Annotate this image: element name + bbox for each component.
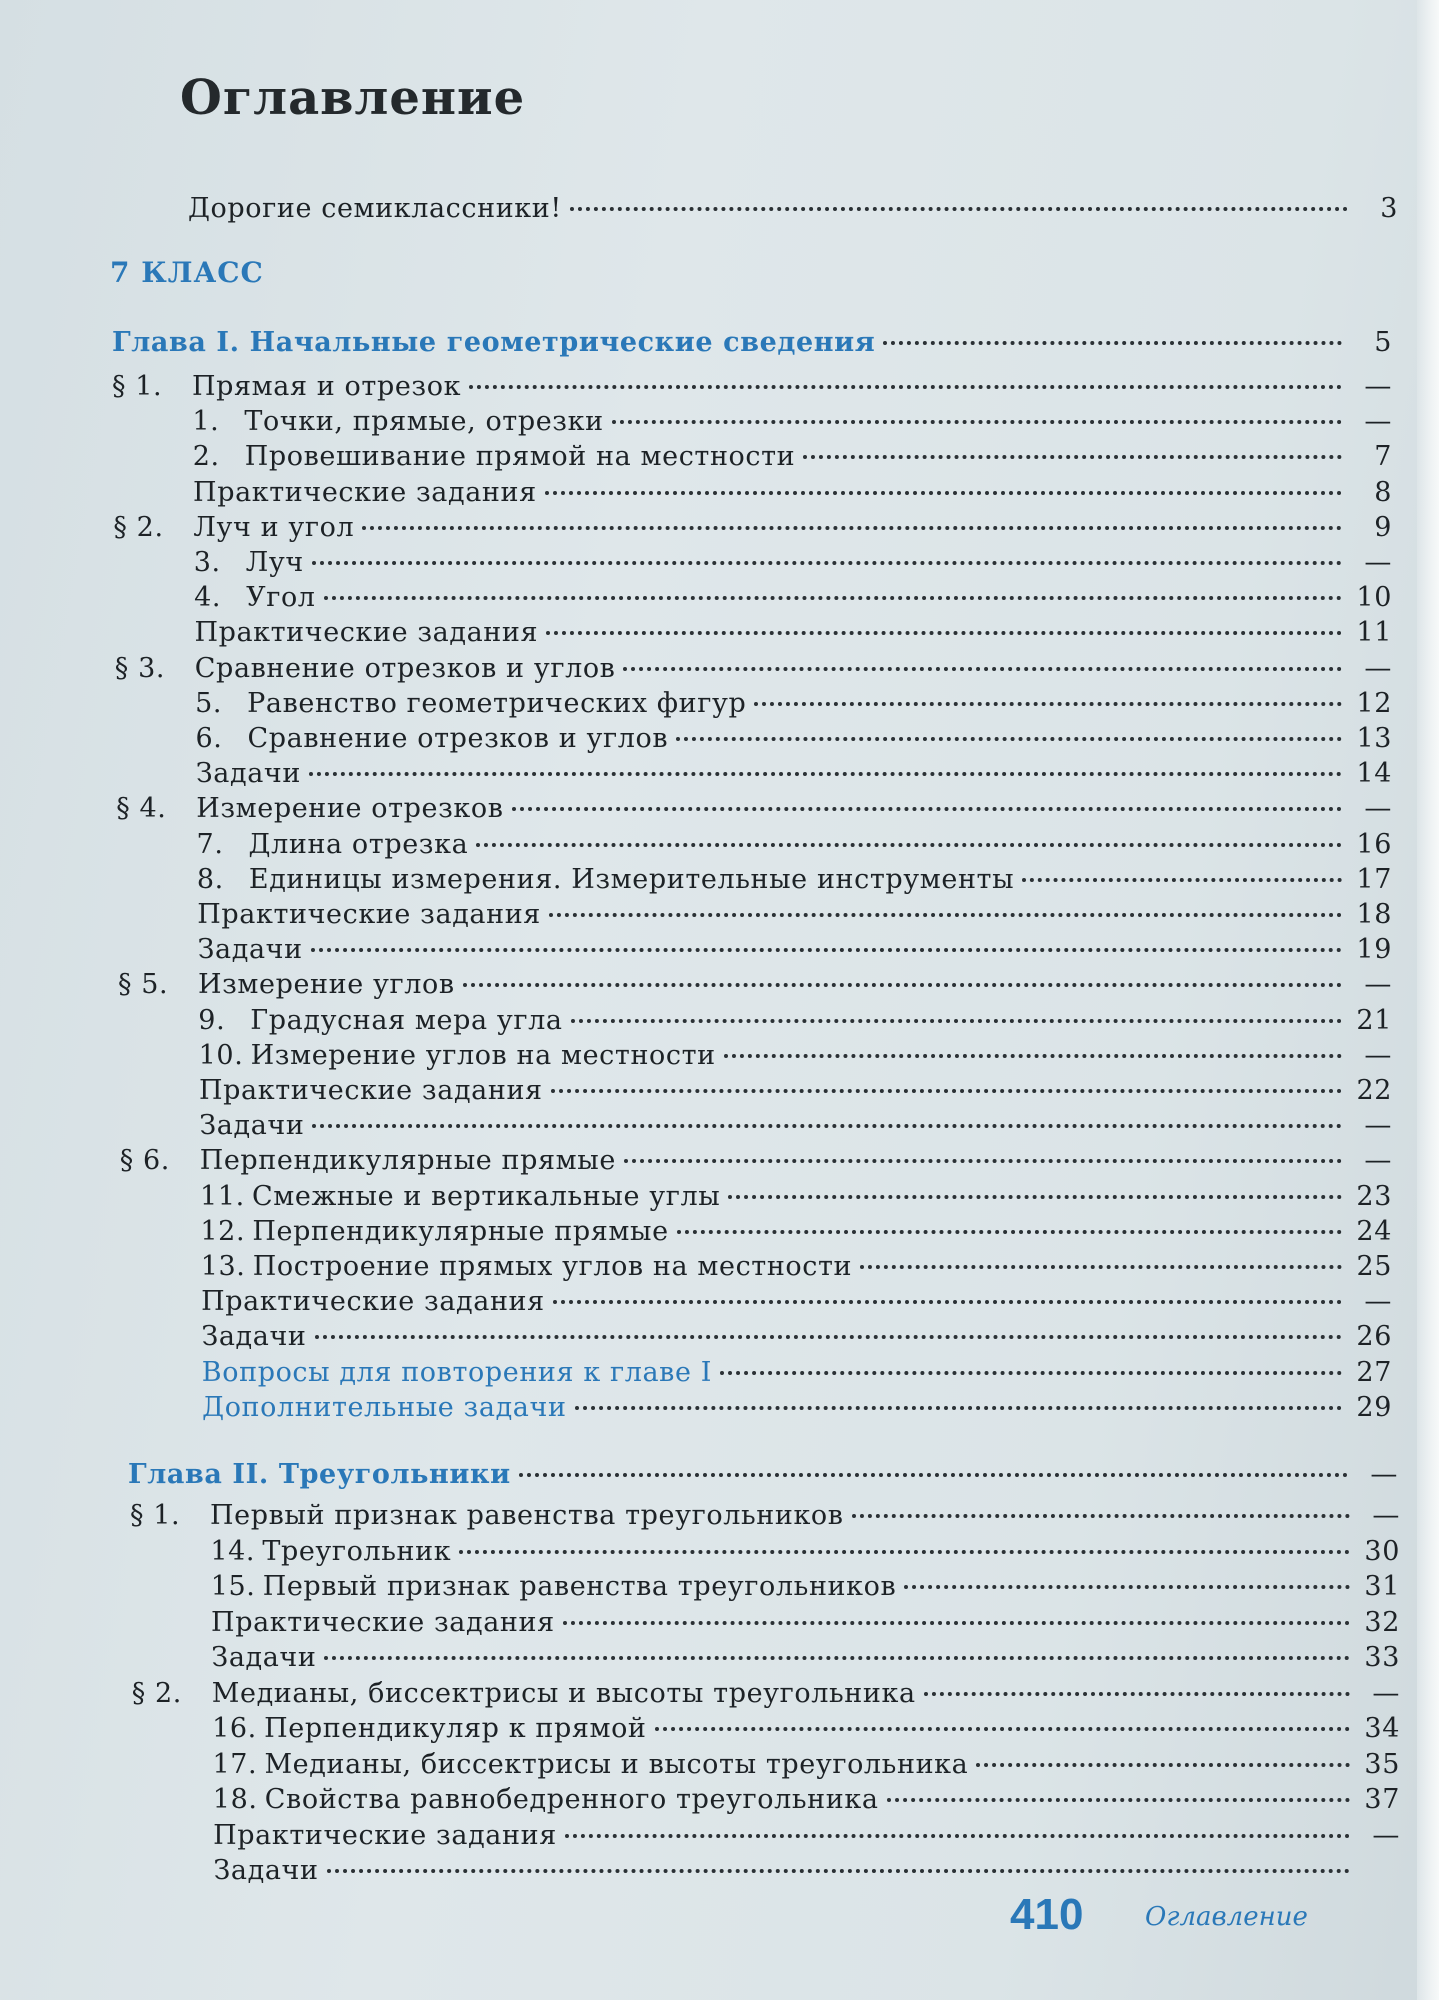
toc-number: 11. (200, 1180, 245, 1212)
leader-dots (553, 1273, 1342, 1304)
leader-dots (623, 640, 1342, 671)
toc-entry (202, 1385, 1392, 1423)
leader-dots (655, 1700, 1350, 1731)
toc-page: 10 (1356, 582, 1392, 614)
toc-page: 29 (1356, 1391, 1392, 1423)
toc-page: 17 (1356, 863, 1392, 895)
toc-page: — (1372, 1500, 1400, 1531)
leader-dots (1022, 851, 1342, 882)
toc-page: 3 (1380, 193, 1398, 224)
toc-page: 31 (1364, 1571, 1400, 1602)
toc-page: 33 (1364, 1642, 1400, 1673)
leader-dots (324, 1629, 1350, 1660)
toc-label: Угол (246, 582, 316, 614)
toc-entry (214, 1848, 1401, 1886)
toc-number: 1. (192, 406, 220, 438)
chapter-heading (128, 1452, 1398, 1490)
toc-number: 9. (198, 1004, 226, 1036)
leader-dots (549, 886, 1342, 917)
toc-page: — (1364, 1110, 1392, 1142)
toc-label: Первый признак равенства треугольников (262, 1571, 897, 1602)
leader-dots (327, 1842, 1350, 1873)
toc-label: Практические задания (211, 1606, 555, 1638)
leader-dots (309, 745, 1342, 776)
toc-page: 19 (1356, 934, 1392, 966)
toc-number: 16. (212, 1713, 257, 1744)
chapter-title: Глава I. Начальные геометрические сведения (112, 327, 876, 358)
toc-page: 24 (1356, 1215, 1392, 1247)
leader-dots (904, 1558, 1350, 1589)
leader-dots (563, 1594, 1350, 1625)
toc-label: Практические задания (199, 1075, 543, 1106)
toc-label: Измерение углов на местности (250, 1039, 716, 1071)
toc-page: 30 (1364, 1535, 1400, 1567)
toc-number: § 4. (116, 793, 167, 825)
toc-page: 18 (1356, 899, 1392, 930)
leader-dots (324, 569, 1342, 600)
leader-dots (546, 604, 1342, 635)
leader-dots (924, 1665, 1350, 1696)
leader-dots (312, 1097, 1342, 1128)
toc-label: Медианы, биссектрисы и высоты треугольника (264, 1748, 969, 1780)
toc-label: Сравнение отрезков и углов (194, 652, 616, 684)
toc-number: 15. (210, 1571, 256, 1602)
chapter-title: Глава II. Треугольники (128, 1459, 511, 1490)
leader-dots (803, 428, 1342, 459)
toc-number: 17. (212, 1748, 258, 1780)
toc-label: Измерение отрезков (196, 793, 504, 825)
toc-number: 18. (212, 1784, 258, 1815)
leader-dots (883, 314, 1342, 345)
toc-label: Перпендикулярные прямые (199, 1145, 616, 1177)
toc-label: Измерение углов (197, 969, 455, 1001)
toc-label: Единицы измерения. Измерительные инструменты (248, 863, 1015, 895)
toc-label: Построение прямых углов на местности (252, 1251, 853, 1282)
toc-label: Дополнительные задачи (202, 1391, 567, 1423)
toc-label: Прямая и отрезок (192, 371, 462, 402)
running-footer: Оглавление (1145, 1902, 1308, 1932)
leader-dots (463, 956, 1342, 987)
toc-page: — (1364, 1145, 1392, 1177)
toc-number: 6. (195, 723, 223, 754)
toc-label: Смежные и вертикальные углы (252, 1180, 721, 1212)
toc-number: § 1. (112, 371, 163, 402)
toc-page: — (1364, 1286, 1392, 1318)
page-edge (1417, 0, 1439, 2000)
toc-label: Практические задания (197, 899, 541, 930)
toc-page: 35 (1364, 1748, 1400, 1780)
toc-label: Первый признак равенства треугольников (210, 1500, 844, 1531)
leader-dots (312, 534, 1342, 565)
toc-label: Треугольник (262, 1535, 452, 1567)
toc-intro (188, 186, 1398, 224)
toc-page: 9 (1374, 511, 1392, 543)
toc-label: Дорогие семиклассники! (188, 193, 562, 224)
leader-dots (676, 710, 1342, 741)
class-heading: 7 КЛАСС (110, 256, 264, 289)
toc-label: Длина отрезка (248, 828, 469, 860)
leader-dots (512, 780, 1342, 811)
toc-label: Задачи (201, 1321, 307, 1353)
toc-label: Провешивание прямой на местности (244, 441, 796, 473)
leader-dots (519, 1446, 1348, 1477)
toc-number: § 3. (114, 652, 166, 684)
toc-number: 4. (194, 582, 222, 614)
toc-label: Луч (245, 547, 304, 578)
toc-page: 13 (1356, 723, 1392, 754)
leader-dots (459, 1523, 1350, 1554)
toc-label: Задачи (199, 1110, 305, 1142)
toc-label: Градусная мера угла (250, 1004, 563, 1036)
toc-label: Перпендикулярные прямые (252, 1215, 669, 1247)
toc-page: 5 (1374, 327, 1392, 358)
toc-label: Равенство геометрических фигур (247, 687, 747, 719)
leader-dots (724, 1027, 1342, 1058)
leader-dots (570, 180, 1348, 211)
toc-page: — (1364, 793, 1392, 825)
toc-number: § 1. (130, 1500, 181, 1531)
toc-page: — (1364, 969, 1392, 1001)
page-title: Оглавление (180, 70, 526, 126)
toc-page: 21 (1356, 1004, 1392, 1036)
leader-dots (551, 1062, 1342, 1093)
toc-page: — (1364, 652, 1392, 684)
leader-dots (852, 1487, 1350, 1518)
leader-dots (476, 816, 1342, 847)
leader-dots (720, 1344, 1342, 1375)
toc-number: 13. (200, 1251, 246, 1282)
toc-label: Задачи (197, 934, 303, 966)
toc-number: 12. (200, 1215, 246, 1247)
toc-page: — (1372, 1819, 1400, 1851)
leader-dots (315, 1308, 1342, 1339)
toc-page: 26 (1356, 1321, 1392, 1353)
leader-dots (545, 464, 1342, 495)
toc-number: 5. (195, 687, 223, 719)
toc-page: 25 (1356, 1251, 1392, 1282)
leader-dots (728, 1168, 1342, 1199)
toc-label: Практические задания (194, 617, 539, 649)
toc-page: — (1364, 371, 1392, 402)
toc-label: Практические задания (201, 1286, 545, 1318)
leader-dots (571, 992, 1342, 1023)
toc-number: 10. (198, 1039, 244, 1071)
toc-number: § 2. (131, 1677, 182, 1709)
toc-label: Сравнение отрезков и углов (247, 723, 669, 754)
toc-page: 27 (1356, 1356, 1392, 1388)
leader-dots (754, 675, 1342, 706)
leader-dots (677, 1203, 1342, 1234)
toc-page: — (1370, 1459, 1398, 1490)
toc-number: 8. (196, 863, 224, 895)
toc-label: Задачи (195, 758, 301, 790)
toc-page: — (1364, 406, 1392, 438)
toc-page: 22 (1356, 1075, 1392, 1106)
leader-dots (860, 1238, 1342, 1269)
toc-number: § 2. (113, 511, 164, 543)
toc-page: — (1364, 1039, 1392, 1071)
toc-label: Вопросы для повторения к главе I (201, 1356, 713, 1388)
toc-page: 11 (1356, 617, 1392, 649)
toc-page: 37 (1364, 1784, 1400, 1815)
toc-page: 14 (1356, 758, 1392, 790)
toc-page: 8 (1374, 476, 1392, 508)
toc-page: 16 (1356, 828, 1392, 860)
leader-dots (469, 358, 1342, 389)
toc-label: Практические задания (213, 1819, 557, 1851)
toc-label: Медианы, биссектрисы и высоты треугольника (211, 1677, 916, 1709)
toc-label: Задачи (213, 1855, 319, 1886)
toc-label: Перпендикуляр к прямой (264, 1713, 647, 1744)
toc-page: 12 (1356, 687, 1392, 719)
toc-page: 23 (1356, 1180, 1392, 1212)
leader-dots (565, 1807, 1350, 1838)
chapter-heading (112, 320, 1392, 358)
toc-label: Точки, прямые, отрезки (244, 406, 604, 438)
toc-label: Задачи (211, 1642, 317, 1673)
toc-label: Луч и угол (193, 511, 355, 543)
toc-number: § 5. (117, 969, 169, 1001)
leader-dots (612, 393, 1342, 424)
leader-dots (887, 1771, 1350, 1802)
leader-dots (311, 921, 1342, 952)
toc-label: Практические задания (193, 476, 537, 508)
toc-page: 7 (1374, 441, 1392, 473)
toc-number: 2. (192, 441, 220, 473)
toc-page: 32 (1364, 1606, 1400, 1638)
page-number: 410 (1010, 1890, 1084, 1939)
toc-label: Свойства равнобедренного треугольника (264, 1784, 879, 1815)
toc-page: 34 (1364, 1713, 1400, 1744)
leader-dots (362, 499, 1342, 530)
leader-dots (624, 1132, 1342, 1163)
leader-dots (575, 1379, 1342, 1410)
toc-page: — (1364, 547, 1392, 578)
toc-number: 3. (193, 547, 221, 578)
toc-page: — (1372, 1677, 1400, 1709)
leader-dots (976, 1736, 1350, 1767)
toc-number: 7. (196, 828, 224, 860)
toc-number: § 6. (119, 1145, 170, 1177)
toc-number: 14. (210, 1535, 256, 1567)
